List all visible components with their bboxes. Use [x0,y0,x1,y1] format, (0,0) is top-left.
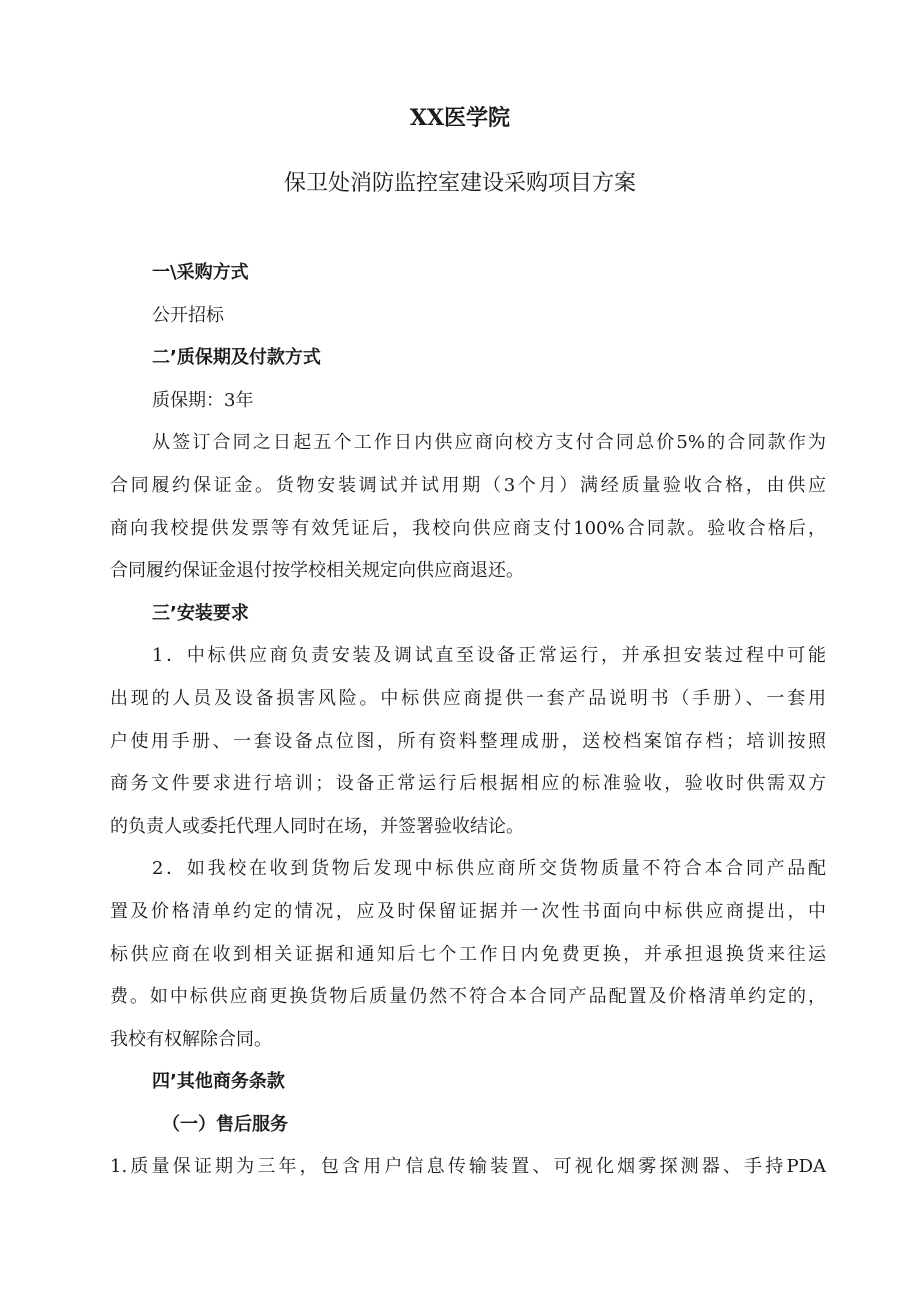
paragraph-line: 出现的人员及设备损害风险。中标供应商提供一套产品说明书（手册）、一套用 [110,687,826,709]
document-body [110,252,826,1189]
paragraph-line: 我校有权解除合同。 [110,1028,272,1050]
paragraph-line: 标供应商在收到相关证据和通知后七个工作日内免费更换，并承担退换货来往运 [110,943,826,965]
paragraph-line: 商务文件要求进行培训；设备正常运行后根据相应的标准验收，验收时供需双方 [110,773,826,795]
section-heading-warranty-payment: 二’质保期及付款方式 [152,347,321,369]
paragraph-line: 1.质量保证期为三年，包含用户信息传输装置、可视化烟雾探测器、手持PDA [110,1156,826,1178]
paragraph-line: 商向我校提供发票等有效凭证后，我校向供应商支付100%合同款。验收合格后， [110,517,826,539]
document-title-project: 保卫处消防监控室建设采购项目方案 [283,171,636,196]
paragraph-line: 户使用手册、一套设备点位图，所有资料整理成册，送校档案馆存档；培训按照 [110,730,826,752]
subsection-heading-after-sales: （一）售后服务 [162,1113,288,1135]
paragraph-line: 的负责人或委托代理人同时在场，并签署验收结论。 [110,815,524,837]
paragraph-line: 公开招标 [152,304,224,326]
paragraph-line: 费。如中标供应商更换货物后质量仍然不符合本合同产品配置及价格清单约定的， [110,986,826,1008]
section-heading-procurement-method: 一\采购方式 [152,262,249,283]
section-heading-other-terms: 四’其他商务条款 [152,1071,285,1093]
section-heading-installation: 三’安装要求 [152,602,249,624]
paragraph-line: 合同履约保证金。货物安装调试并试用期（3个月）满经质量验收合格，由供应 [110,474,826,496]
paragraph-line: 2．如我校在收到货物后发现中标供应商所交货物质量不符合本合同产品配 [152,858,826,880]
paragraph-line: 合同履约保证金退付按学校相关规定向供应商退还。 [110,560,524,582]
paragraph-line: 1．中标供应商负责安装及调试直至设备正常运行，并承担安装过程中可能 [152,645,826,667]
paragraph-line: 质保期：3年 [152,389,254,411]
document-title-institution: XX医学院 [409,105,511,131]
paragraph-line: 从签订合同之日起五个工作日内供应商向校方支付合同总价5%的合同款作为 [152,432,826,454]
paragraph-line: 置及价格清单约定的情况，应及时保留证据并一次性书面向中标供应商提出，中 [110,900,826,922]
